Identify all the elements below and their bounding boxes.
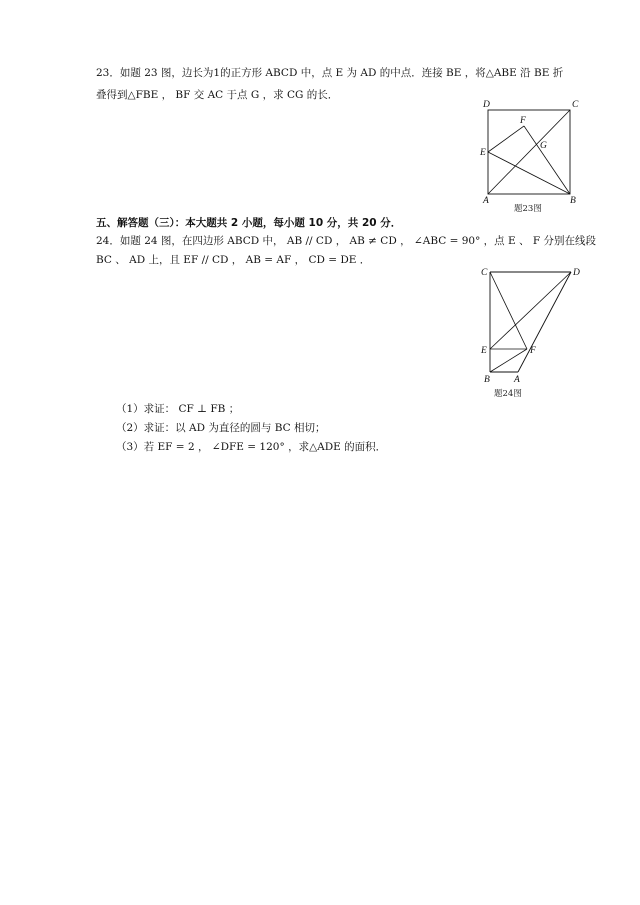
segment-cf xyxy=(490,272,527,349)
q24-text-line2: BC 、 AD 上，且 EF // CD ， AB = AF ， CD = DE ． xyxy=(96,254,371,266)
section5-heading: 五、解答题（三）：本大题共 2 小题，每小题 10 分，共 20 分． xyxy=(96,217,402,229)
label-c: C xyxy=(481,268,488,278)
q23-figure xyxy=(476,98,586,216)
q23-figure-caption: 题23图 xyxy=(514,204,542,214)
q24-sub2: （2）求证：以 AD 为直径的圆与 BC 相切； xyxy=(116,422,326,434)
q24-sub3: （3）若 EF = 2 ， ∠DFE = 120° ，求△ADE 的面积． xyxy=(116,441,387,453)
label-a: A xyxy=(514,375,520,385)
segment-ac xyxy=(488,110,570,194)
q23-text-line2: 叠得到△FBE ， BF 交 AC 于点 G ，求 CG 的长． xyxy=(96,89,339,101)
label-f: F xyxy=(530,346,536,356)
q24-sub1: （1）求证： CF ⊥ FB ； xyxy=(116,403,240,415)
segment-ef xyxy=(488,126,524,152)
q24-figure xyxy=(476,264,586,402)
label-c: C xyxy=(572,100,579,110)
label-e: E xyxy=(480,148,486,158)
segment-ed xyxy=(490,272,571,349)
q23-figure-svg xyxy=(476,98,586,216)
q23-text-line1: 23．如题 23 图，边长为1的正方形 ABCD 中，点 E 为 AD 的中点．连接 BE ，将△ABE 沿 BE 折 xyxy=(96,67,564,79)
q24-figure-caption: 题24图 xyxy=(494,389,522,399)
segment-ad xyxy=(518,272,571,372)
q24-figure-svg xyxy=(476,264,586,402)
q24-text-line1: 24．如题 24 图，在四边形 ABCD 中， AB // CD ， AB ≠ CD ， ∠ABC = 90° ，点 E 、 F 分别在线段 xyxy=(96,235,596,247)
label-d: D xyxy=(573,268,580,278)
label-a: A xyxy=(483,196,489,206)
segment-fb xyxy=(524,126,570,194)
label-f: F xyxy=(520,116,526,126)
label-e: E xyxy=(481,346,487,356)
label-g: G xyxy=(540,141,547,151)
label-d: D xyxy=(483,100,490,110)
label-b: B xyxy=(484,375,490,385)
segment-bf xyxy=(490,349,527,372)
segment-be xyxy=(488,152,570,194)
label-b: B xyxy=(570,196,576,206)
